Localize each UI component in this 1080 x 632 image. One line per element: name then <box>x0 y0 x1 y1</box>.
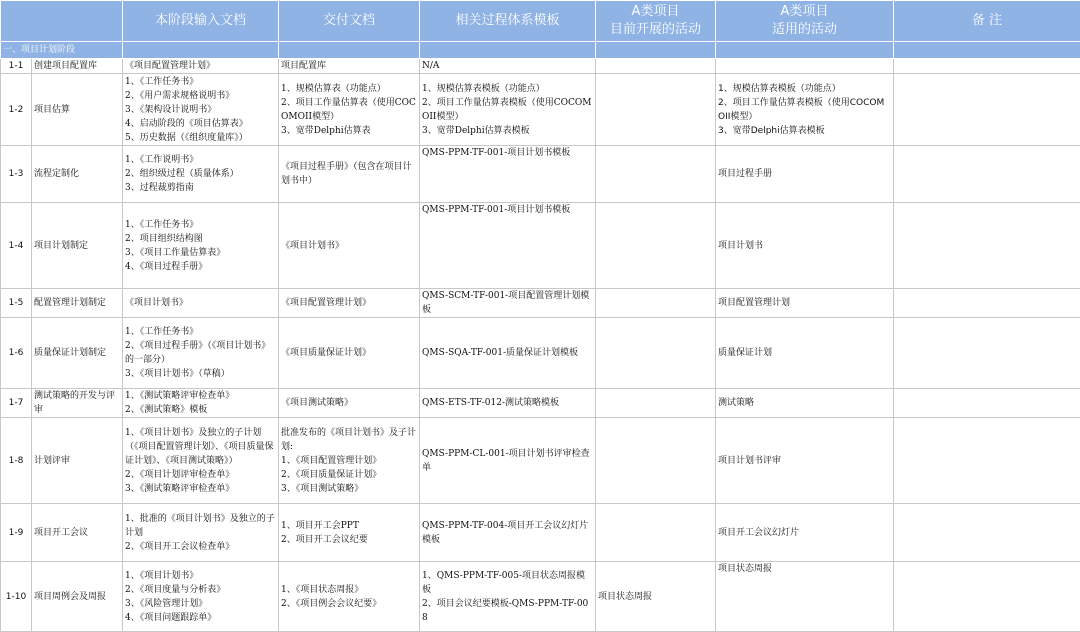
activity-name: 项目估算 <box>32 74 123 146</box>
input-documents: 1、《工作任务书》 2、项目组织结构图 3、《项目工作量估算表》 4、《项目过程手册》 <box>123 203 279 289</box>
row-number: 1-10 <box>1 562 32 632</box>
applicable-activities: 项目配置管理计划 <box>716 289 894 318</box>
activity-name: 创建项目配置库 <box>32 59 123 74</box>
header-inputs: 本阶段输入文档 <box>123 1 279 42</box>
current-activities <box>596 418 716 504</box>
phase-row <box>1 42 1080 59</box>
process-templates: QMS-SCM-TF-001-项目配置管理计划模板 <box>420 289 596 318</box>
deliverable-documents: 批准发布的《项目计划书》及子计划: 1、《项目配置管理计划》 2、《项目质量保证计划》 3、《项目测试策略》 <box>279 418 420 504</box>
header-templates: 相关过程体系模板 <box>420 1 596 42</box>
row-number: 1-1 <box>1 59 32 74</box>
table-row <box>1 74 1080 146</box>
notes <box>894 318 1080 389</box>
header-blank <box>1 1 123 42</box>
input-documents: 《项目配置管理计划》 <box>123 59 279 74</box>
notes <box>894 504 1080 562</box>
deliverable-documents: 《项目配置管理计划》 <box>279 289 420 318</box>
activity-name: 流程定制化 <box>32 146 123 203</box>
deliverable-documents: 《项目测试策略》 <box>279 389 420 418</box>
deliverable-documents: 《项目质量保证计划》 <box>279 318 420 389</box>
activity-name: 项目计划制定 <box>32 203 123 289</box>
process-templates: N/A <box>420 59 596 74</box>
header-row <box>1 1 1080 42</box>
applicable-activities: 项目计划书评审 <box>716 418 894 504</box>
notes <box>894 59 1080 74</box>
header-deliverables: 交付文档 <box>279 1 420 42</box>
input-documents: 1、《项目计划书》及独立的子计划（《项目配置管理计划》、《项目质量保证计划》、《项目测试策略》） 2、《项目计划评审检查单》 3、《测试策略评审检查单》 <box>123 418 279 504</box>
process-templates: QMS-PPM-CL-001-项目计划书评审检查单 <box>420 418 596 504</box>
current-activities <box>596 59 716 74</box>
header-applicable-activities: A类项目 适用的活动 <box>716 1 894 42</box>
current-activities <box>596 389 716 418</box>
deliverable-documents: 项目配置库 <box>279 59 420 74</box>
applicable-activities: 项目状态周报 <box>716 562 894 632</box>
table-row <box>1 389 1080 418</box>
input-documents: 1、《项目计划书》 2、《项目度量与分析表》 3、《风险管理计划》 4、《项目问题跟踪单》 <box>123 562 279 632</box>
activity-name: 测试策略的开发与评审 <box>32 389 123 418</box>
header-notes: 备 注 <box>894 1 1080 42</box>
deliverable-documents: 《项目计划书》 <box>279 203 420 289</box>
table-row <box>1 418 1080 504</box>
applicable-activities: 项目计划书 <box>716 203 894 289</box>
process-templates: 1、规模估算表模板（功能点） 2、项目工作量估算表模板（使用COCOMOII模型） 3、宽带Delphi估算表模板 <box>420 74 596 146</box>
table-row <box>1 504 1080 562</box>
activity-name: 计划评审 <box>32 418 123 504</box>
current-activities <box>596 203 716 289</box>
activity-name: 配置管理计划制定 <box>32 289 123 318</box>
row-number: 1-4 <box>1 203 32 289</box>
table-row <box>1 146 1080 203</box>
applicable-activities: 1、规模估算表模板（功能点） 2、项目工作量估算表模板（使用COCOMOII模型） 3、宽带Delphi估算表模板 <box>716 74 894 146</box>
process-templates: QMS-ETS-TF-012-测试策略模板 <box>420 389 596 418</box>
table-row <box>1 203 1080 289</box>
deliverable-documents: 1、项目开工会PPT 2、项目开工会议纪要 <box>279 504 420 562</box>
current-activities <box>596 74 716 146</box>
input-documents: 1、批准的《项目计划书》及独立的子计划 2、《项目开工会议检查单》 <box>123 504 279 562</box>
process-templates: QMS-SQA-TF-001-质量保证计划模板 <box>420 318 596 389</box>
row-number: 1-6 <box>1 318 32 389</box>
table-row <box>1 289 1080 318</box>
activity-name: 项目周例会及周报 <box>32 562 123 632</box>
row-number: 1-7 <box>1 389 32 418</box>
notes <box>894 389 1080 418</box>
row-number: 1-5 <box>1 289 32 318</box>
applicable-activities: 项目过程手册 <box>716 146 894 203</box>
activity-name: 质量保证计划制定 <box>32 318 123 389</box>
applicable-activities: 质量保证计划 <box>716 318 894 389</box>
notes <box>894 418 1080 504</box>
activity-name: 项目开工会议 <box>32 504 123 562</box>
process-templates: QMS-PPM-TF-001-项目计划书模板 <box>420 203 596 289</box>
current-activities <box>596 504 716 562</box>
notes <box>894 289 1080 318</box>
notes <box>894 203 1080 289</box>
table-row <box>1 562 1080 632</box>
row-number: 1-8 <box>1 418 32 504</box>
input-documents: 1、《工作说明书》 2、组织级过程（质量体系） 3、过程裁剪指南 <box>123 146 279 203</box>
current-activities <box>596 289 716 318</box>
deliverable-documents: 1、《项目状态周报》 2、《项目例会会议纪要》 <box>279 562 420 632</box>
row-number: 1-2 <box>1 74 32 146</box>
notes <box>894 74 1080 146</box>
row-number: 1-3 <box>1 146 32 203</box>
process-templates: 1、QMS-PPM-TF-005-项目状态周报模板 2、项目会议纪要模板-QMS-PPM-TF-008 <box>420 562 596 632</box>
current-activities <box>596 318 716 389</box>
input-documents: 1、《工作任务书》 2、《用户需求规格说明书》 3、《架构设计说明书》 4、启动阶段的《项目估算表》 5、历史数据（《组织度量库》） <box>123 74 279 146</box>
applicable-activities: 项目开工会议幻灯片 <box>716 504 894 562</box>
table-row <box>1 318 1080 389</box>
process-templates: QMS-PPM-TF-001-项目计划书模板 <box>420 146 596 203</box>
current-activities <box>596 146 716 203</box>
notes <box>894 562 1080 632</box>
process-templates: QMS-PPM-TF-004-项目开工会议幻灯片模板 <box>420 504 596 562</box>
current-activities: 项目状态周报 <box>596 562 716 632</box>
header-current-activities: A类项目 目前开展的活动 <box>596 1 716 42</box>
notes <box>894 146 1080 203</box>
deliverable-documents: 《项目过程手册》（包含在项目计划书中） <box>279 146 420 203</box>
table-row <box>1 59 1080 74</box>
row-number: 1-9 <box>1 504 32 562</box>
applicable-activities: 测试策略 <box>716 389 894 418</box>
input-documents: 1、《测试策略评审检查单》 2、《测试策略》模板 <box>123 389 279 418</box>
phase-label: 一、项目计划阶段 <box>1 42 123 59</box>
input-documents: 1、《工作任务书》 2、《项目过程手册》（《项目计划书》的一部分） 3、《项目计划书》（草稿） <box>123 318 279 389</box>
deliverable-documents: 1、规模估算表（功能点） 2、项目工作量估算表（使用COCOMOII模型） 3、宽带Delphi估算表 <box>279 74 420 146</box>
input-documents: 《项目计划书》 <box>123 289 279 318</box>
applicable-activities <box>716 59 894 74</box>
